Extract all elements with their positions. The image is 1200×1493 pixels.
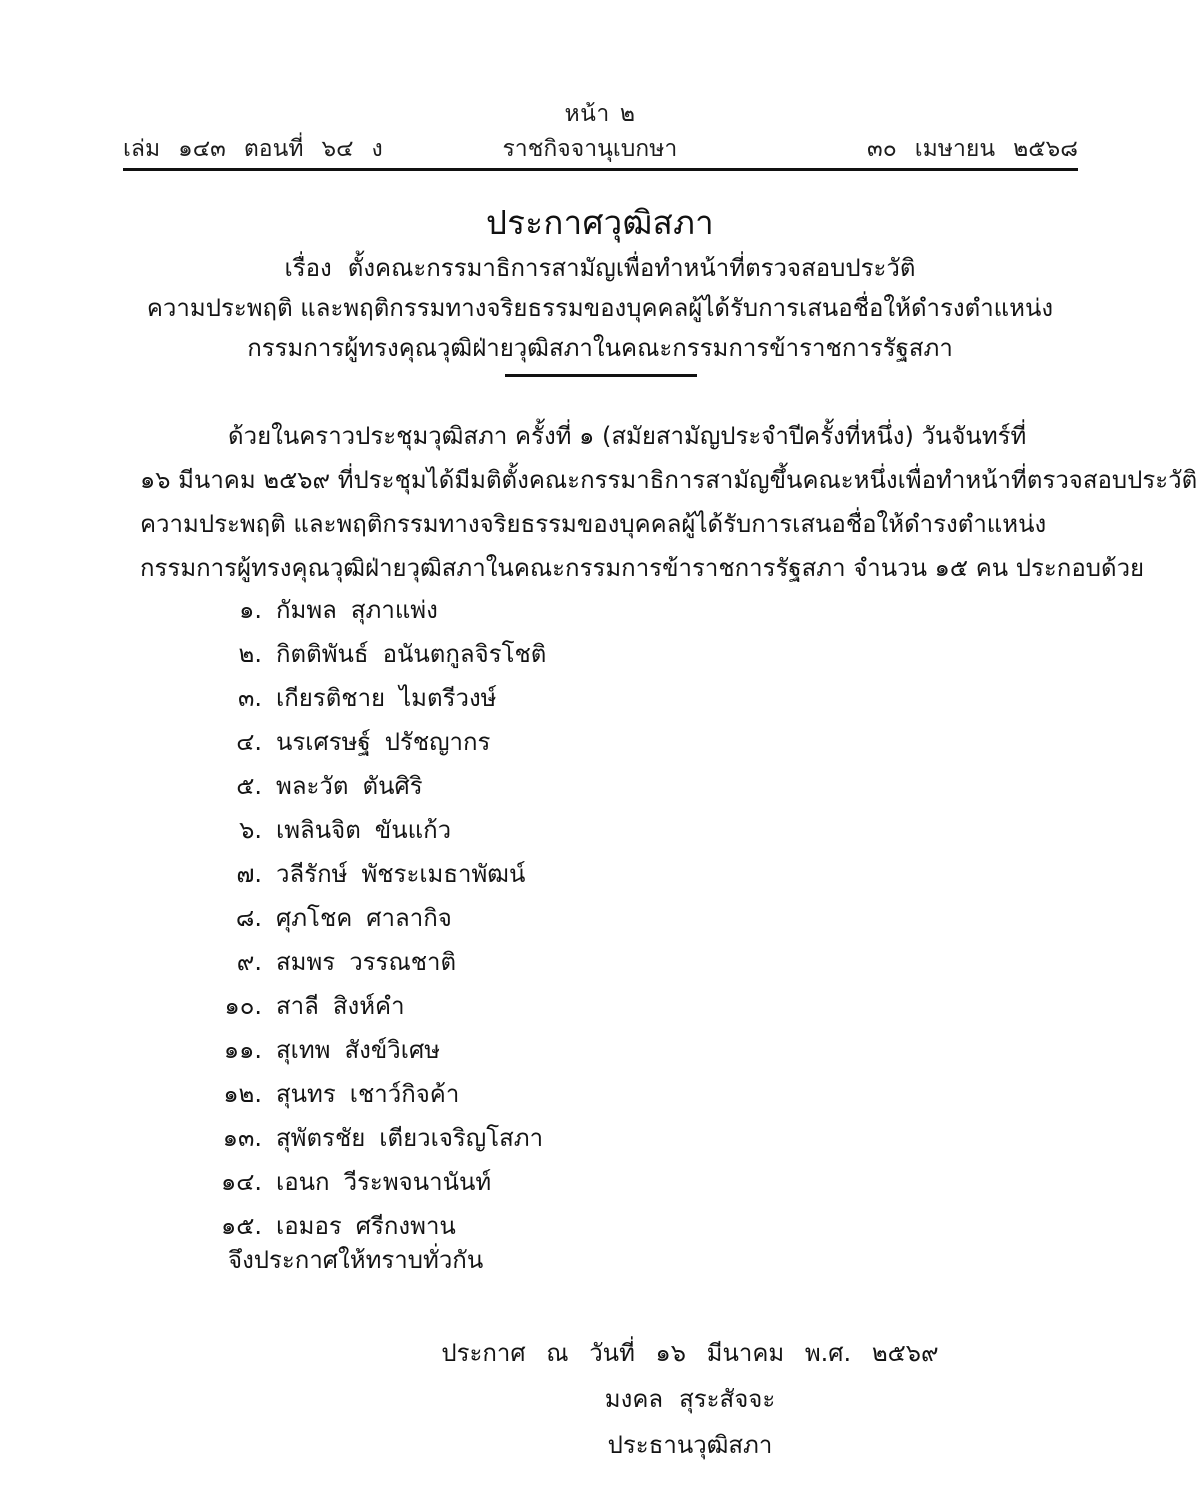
list-item-name xyxy=(276,984,405,1028)
list-item-name xyxy=(276,764,423,808)
member-given-name: เกียรติชาย xyxy=(276,684,386,712)
member-given-name: กิตติพันธ์ xyxy=(276,640,369,668)
subject-line-1 xyxy=(100,248,1100,288)
list-item xyxy=(196,676,896,720)
signer-name xyxy=(400,1376,980,1422)
list-item xyxy=(196,764,896,808)
member-given-name: พละวัต xyxy=(276,772,349,800)
subject-line-3: กรรมการผู้ทรงคุณวุฒิฝ่ายวุฒิสภาในคณะกรรมการข้าราชการรัฐสภา xyxy=(247,334,953,362)
list-item-number: ๑. xyxy=(239,596,262,624)
section-number: ๖๔ xyxy=(321,136,354,162)
list-item-name xyxy=(276,1028,440,1072)
closing-statement: จึงประกาศให้ทราบทั่วกัน xyxy=(228,1246,484,1274)
list-item xyxy=(196,632,896,676)
list-item xyxy=(196,1116,896,1160)
member-given-name: สุเทพ xyxy=(276,1036,331,1064)
member-family-name: เชาว์กิจค้า xyxy=(349,1080,460,1108)
title-divider xyxy=(505,374,697,377)
body-paragraph xyxy=(140,414,1198,590)
header-date-month: เมษายน xyxy=(914,136,996,162)
section-label: ตอนที่ xyxy=(243,136,304,162)
list-item-name xyxy=(276,852,525,896)
member-given-name: สาลี xyxy=(276,992,319,1020)
page-title: ประกาศวุฒิสภา xyxy=(486,203,714,242)
signer-last-name: สุระสัจจะ xyxy=(679,1385,776,1413)
running-header xyxy=(123,131,1078,167)
member-given-name: เพลินจิต xyxy=(276,816,361,844)
list-item-number: ๙. xyxy=(236,948,262,976)
member-family-name: สิงห์คำ xyxy=(332,992,405,1020)
member-family-name: ไมตรีวงษ์ xyxy=(399,684,497,712)
announce-day: ๑๖ xyxy=(655,1339,686,1367)
announce-at: ณ xyxy=(546,1339,569,1367)
body-line-3: ความประพฤติ และพฤติกรรมทางจริยธรรมของบุคคลผู้ได้รับการเสนอชื่อให้ดำรงตำแหน่ง xyxy=(140,510,1047,538)
header-divider xyxy=(123,168,1078,171)
list-item xyxy=(196,1028,896,1072)
subject-label: เรื่อง xyxy=(284,254,332,282)
list-item-name xyxy=(276,1072,459,1116)
announce-month: มีนาคม xyxy=(706,1339,785,1367)
list-item-name xyxy=(276,676,497,720)
list-item xyxy=(196,720,896,764)
list-item-number: ๓. xyxy=(237,684,262,712)
list-item xyxy=(196,588,896,632)
page-marker-label: หน้า xyxy=(564,101,610,127)
announce-year: ๒๕๖๙ xyxy=(871,1339,939,1367)
member-family-name: เตียวเจริญโสภา xyxy=(379,1124,544,1152)
member-family-name: อนันตกูลจิรโชติ xyxy=(382,640,547,668)
document-subject xyxy=(100,248,1100,368)
list-item-name xyxy=(276,588,438,632)
member-given-name: สมพร xyxy=(276,948,336,976)
list-item-number: ๘. xyxy=(235,904,262,932)
member-family-name: ศรีกงพาน xyxy=(355,1212,456,1240)
signature-block xyxy=(400,1330,980,1468)
member-family-name: วีระพจนานันท์ xyxy=(343,1168,492,1196)
signer-position: ประธานวุฒิสภา xyxy=(607,1431,773,1459)
list-item-number: ๑๐. xyxy=(224,992,262,1020)
body-line-1: ด้วยในคราวประชุมวุฒิสภา ครั้งที่ ๑ (สมัยสามัญประจำปีครั้งที่หนึ่ง) วันจันทร์ที่ xyxy=(228,422,1027,450)
page-marker xyxy=(0,96,1200,132)
announce-label: ประกาศ xyxy=(441,1339,526,1367)
list-item-name xyxy=(276,940,456,984)
list-item xyxy=(196,896,896,940)
subject-text-1: ตั้งคณะกรรมาธิการสามัญเพื่อทำหน้าที่ตรวจสอบประวัติ xyxy=(347,254,916,282)
member-family-name: ปรัชญากร xyxy=(384,728,491,756)
list-item-number: ๑๕. xyxy=(220,1212,262,1240)
list-item-number: ๑๒. xyxy=(223,1080,262,1108)
member-family-name: วรรณชาติ xyxy=(349,948,457,976)
list-item-number: ๑๔. xyxy=(220,1168,262,1196)
list-item-number: ๔. xyxy=(236,728,262,756)
list-item-name xyxy=(276,720,490,764)
list-item-number: ๖. xyxy=(239,816,262,844)
announce-era: พ.ศ. xyxy=(804,1339,852,1367)
signer-first-name: มงคล xyxy=(604,1385,664,1413)
volume-number: ๑๔๓ xyxy=(178,136,226,162)
list-item-name xyxy=(276,1160,491,1204)
announce-date-label: วันที่ xyxy=(589,1339,635,1367)
member-family-name: ขันแก้ว xyxy=(374,816,452,844)
list-item-name xyxy=(276,632,546,676)
list-item xyxy=(196,1160,896,1204)
member-given-name: สุพัตรชัย xyxy=(276,1124,366,1152)
list-item-name xyxy=(276,1116,543,1160)
member-given-name: เอมอร xyxy=(276,1212,342,1240)
list-item-number: ๒. xyxy=(238,640,262,668)
list-item-name xyxy=(276,896,452,940)
member-given-name: ศุภโชค xyxy=(276,904,353,932)
member-family-name: พัชระเมธาพัฒน์ xyxy=(361,860,526,888)
member-given-name: กัมพล xyxy=(276,596,337,624)
list-item-name xyxy=(276,808,451,852)
member-family-name: ศาลากิจ xyxy=(366,904,452,932)
header-volume-group xyxy=(123,131,383,167)
list-item xyxy=(196,1072,896,1116)
member-family-name: สังข์วิเศษ xyxy=(344,1036,441,1064)
header-date-day: ๓๐ xyxy=(867,136,897,162)
section-letter: ง xyxy=(371,136,383,162)
member-given-name: วลีรักษ์ xyxy=(276,860,348,888)
member-family-name: สุภาแพ่ง xyxy=(350,596,438,624)
list-item xyxy=(196,984,896,1028)
member-given-name: เอนก xyxy=(276,1168,330,1196)
member-list xyxy=(196,588,896,1248)
list-item-number: ๑๓. xyxy=(222,1124,262,1152)
list-item-number: ๗. xyxy=(236,860,262,888)
body-line-4: กรรมการผู้ทรงคุณวุฒิฝ่ายวุฒิสภาในคณะกรรมการข้าราชการรัฐสภา จำนวน ๑๕ คน ประกอบด้วย xyxy=(140,554,1145,582)
list-item-number: ๕. xyxy=(236,772,262,800)
member-given-name: สุนทร xyxy=(276,1080,336,1108)
header-date-group xyxy=(867,131,1078,167)
member-family-name: ตันศิริ xyxy=(362,772,423,800)
gazette-name: ราชกิจจานุเบกษา xyxy=(502,136,678,162)
list-item xyxy=(196,852,896,896)
list-item xyxy=(196,808,896,852)
signature-date xyxy=(400,1330,980,1376)
volume-label: เล่ม xyxy=(123,136,161,162)
body-line-2: ๑๖ มีนาคม ๒๕๖๙ ที่ประชุมได้มีมติตั้งคณะกรรมาธิการสามัญขึ้นคณะหนึ่งเพื่อทำหน้าที่ตรวจสอบประวัติ xyxy=(140,466,1198,494)
list-item-number: ๑๑. xyxy=(223,1036,262,1064)
member-given-name: นรเศรษฐ์ xyxy=(276,728,371,756)
header-date-year: ๒๕๖๘ xyxy=(1013,136,1078,162)
subject-line-2: ความประพฤติ และพฤติกรรมทางจริยธรรมของบุคคลผู้ได้รับการเสนอชื่อให้ดำรงตำแหน่ง xyxy=(146,294,1054,322)
page-marker-number: ๒ xyxy=(619,101,636,127)
list-item xyxy=(196,940,896,984)
